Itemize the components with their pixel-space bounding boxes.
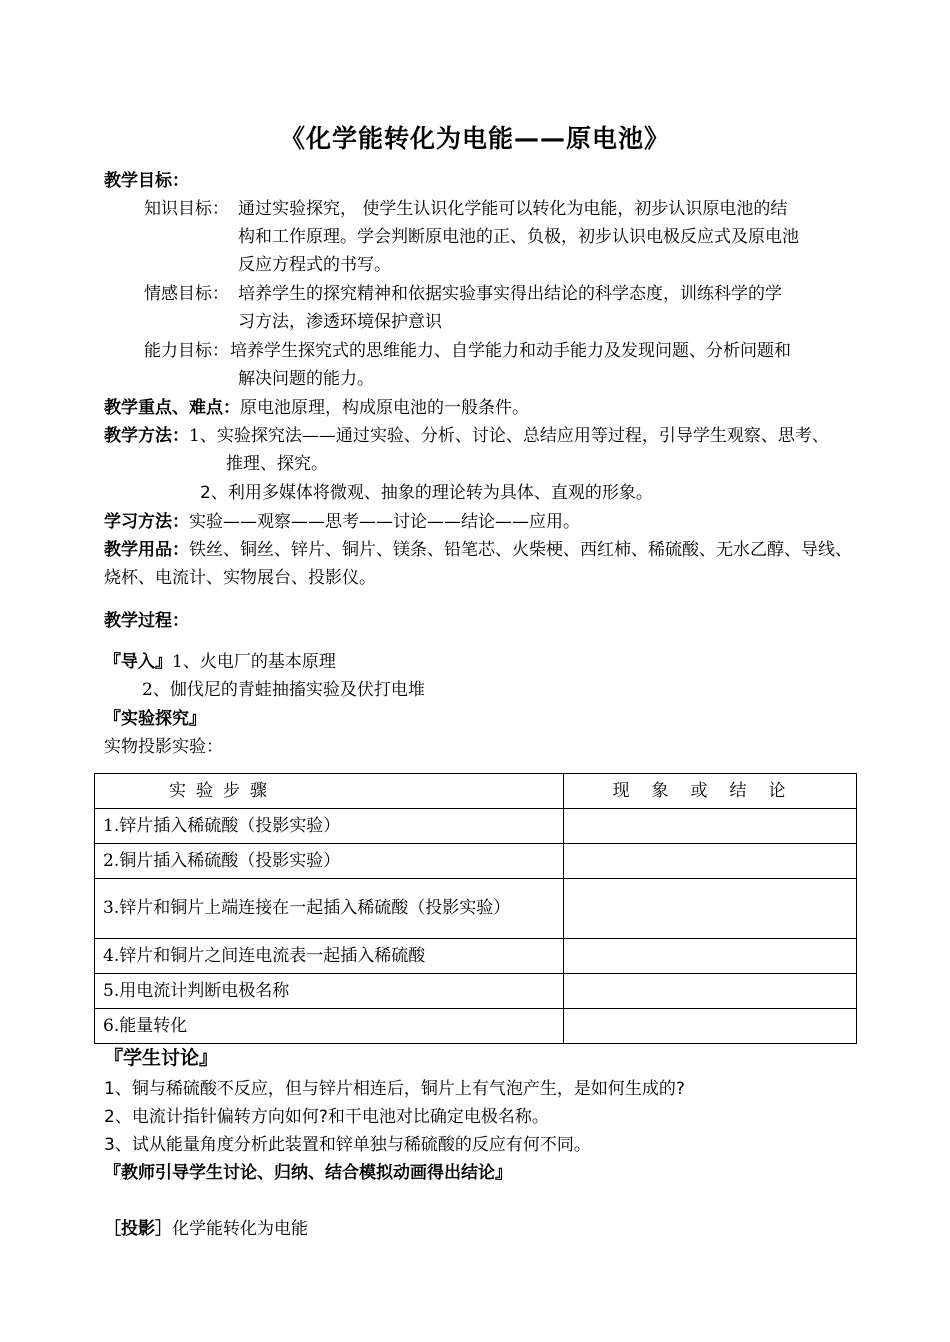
projection-row xyxy=(104,1218,308,1240)
learning-text: 实验——观察——思考——讨论——结论——应用。 xyxy=(189,512,580,532)
table-row xyxy=(95,809,857,844)
intro-item-1: 1、火电厂的基本原理 xyxy=(172,652,336,672)
discussion-q2: 2、电流计指针偏转方向如何?和干电池对比确定电极名称。 xyxy=(104,1107,549,1127)
discussion-q3: 3、试从能量角度分析此装置和锌单独与稀硫酸的反应有何不同。 xyxy=(104,1135,591,1155)
materials-row xyxy=(104,539,852,561)
methods-line-1: 1、实验探究法——通过实验、分析、讨论、总结应用等过程，引导学生观察、思考、 xyxy=(189,426,829,446)
emotion-line-1: 培养学生的探究精神和依据实验事实得出结论的科学态度，训练科学的学 xyxy=(238,284,782,304)
step-cell: 3.锌片和铜片上端连接在一起插入稀硫酸（投影实验） xyxy=(95,879,564,939)
result-cell[interactable] xyxy=(564,879,857,939)
table-row xyxy=(95,1009,857,1044)
page-title: 《化学能转化为电能——原电池》 xyxy=(279,124,670,153)
table-row xyxy=(95,939,857,974)
header-results: 现象或结论 xyxy=(564,774,857,809)
header-steps: 实验步骤 xyxy=(95,774,564,809)
knowledge-line-1: 通过实验探究， 使学生认识化学能可以转化为电能，初步认识原电池的结 xyxy=(238,199,788,219)
knowledge-line-2: 构和工作原理。学会判断原电池的正、负极，初步认识电极反应式及原电池 xyxy=(238,227,799,247)
process-heading: 教学过程： xyxy=(104,611,189,631)
step-cell: 1.锌片插入稀硫酸（投影实验） xyxy=(95,809,564,844)
table-header-row xyxy=(95,774,857,809)
keypoints-text: 原电池原理，构成原电池的一般条件。 xyxy=(240,398,529,418)
teacher-guidance: 『教师引导学生讨论、归纳、结合模拟动画得出结论』 xyxy=(104,1163,512,1183)
table-row xyxy=(95,844,857,879)
discussion-q1: 1、铜与稀硫酸不反应，但与锌片相连后，铜片上有气泡产生，是如何生成的? xyxy=(104,1079,685,1099)
materials-line-1: 铁丝、铜丝、锌片、铜片、镁条、铅笔芯、火柴梗、西红柿、稀硫酸、无水乙醇、导线、 xyxy=(189,540,852,560)
keypoints-label: 教学重点、难点： xyxy=(104,398,240,418)
learning-label: 学习方法： xyxy=(104,512,189,532)
methods-row xyxy=(104,425,829,447)
intro-label: 『导入』 xyxy=(104,652,172,672)
result-cell[interactable] xyxy=(564,809,857,844)
experiment-label: 『实验探究』 xyxy=(104,709,206,729)
result-cell[interactable] xyxy=(564,844,857,879)
projection-label: ［投影］ xyxy=(104,1219,172,1239)
objectives-heading: 教学目标： xyxy=(104,171,189,191)
result-cell[interactable] xyxy=(564,1009,857,1044)
step-cell: 5.用电流计判断电极名称 xyxy=(95,974,564,1009)
materials-label: 教学用品： xyxy=(104,540,189,560)
intro-item-2: 2、伽伐尼的青蛙抽搐实验及伏打电堆 xyxy=(142,680,425,700)
intro-row xyxy=(104,651,336,673)
knowledge-line-3: 反应方程式的书写。 xyxy=(238,255,391,275)
ability-line-2: 解决问题的能力。 xyxy=(238,369,374,389)
keypoints-row xyxy=(104,397,529,419)
ability-label: 能力目标： xyxy=(144,341,229,361)
experiment-table xyxy=(94,773,857,1044)
ability-line-1: 培养学生探究式的思维能力、自学能力和动手能力及发现问题、分析问题和 xyxy=(230,341,791,361)
materials-line-2: 烧杯、电流计、实物展台、投影仪。 xyxy=(104,568,376,588)
step-cell: 2.铜片插入稀硫酸（投影实验） xyxy=(95,844,564,879)
step-cell: 6.能量转化 xyxy=(95,1009,564,1044)
projection-text: 化学能转化为电能 xyxy=(172,1219,308,1239)
learning-row xyxy=(104,511,580,533)
result-cell[interactable] xyxy=(564,974,857,1009)
emotion-line-2: 习方法，渗透环境保护意识 xyxy=(238,312,442,332)
step-cell: 4.锌片和铜片之间连电流表一起插入稀硫酸 xyxy=(95,939,564,974)
emotion-label: 情感目标： xyxy=(144,284,229,304)
result-cell[interactable] xyxy=(564,939,857,974)
knowledge-label: 知识目标： xyxy=(144,199,229,219)
discussion-label: 『学生讨论』 xyxy=(104,1047,219,1069)
experiment-sub: 实物投影实验： xyxy=(104,737,223,757)
methods-line-2: 推理、探究。 xyxy=(226,454,328,474)
table-row xyxy=(95,879,857,939)
methods-line-3: 2、利用多媒体将微观、抽象的理论转为具体、直观的形象。 xyxy=(200,483,653,503)
methods-label: 教学方法： xyxy=(104,426,189,446)
table-row xyxy=(95,974,857,1009)
